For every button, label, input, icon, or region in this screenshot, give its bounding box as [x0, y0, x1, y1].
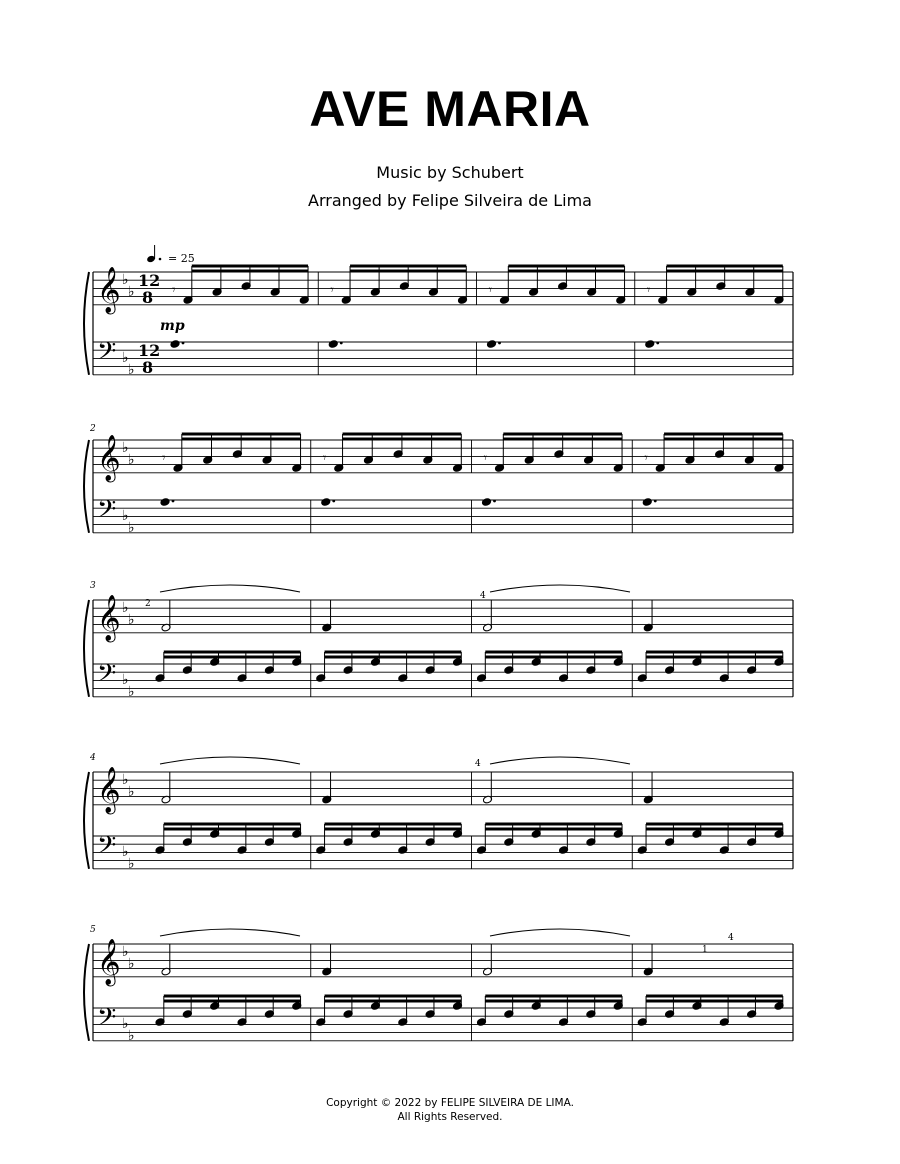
measure-number-4: 4 — [90, 753, 96, 763]
flat-icon: ♭ — [122, 350, 129, 366]
bass-note-head — [321, 498, 331, 507]
rights-line: All Rights Reserved. — [397, 1111, 503, 1123]
tie-arc — [490, 585, 630, 592]
copyright-line: Copyright © 2022 by FELIPE SILVEIRA DE LIMA. — [326, 1097, 574, 1109]
system-brace — [84, 272, 89, 375]
bass-note-head — [170, 340, 180, 349]
piece-title: AVE MARIA — [309, 81, 591, 137]
rest-icon: 𝄾 — [646, 283, 651, 298]
bass-note-head — [645, 340, 655, 349]
measure-number-3: 3 — [90, 581, 96, 591]
rest-icon: 𝄾 — [322, 451, 327, 466]
dot — [332, 500, 335, 503]
flat-icon: ♭ — [128, 784, 135, 800]
treble-clef-icon: 𝄞 — [97, 595, 121, 641]
treble-clef-icon: 𝄞 — [97, 435, 121, 481]
dot — [340, 342, 343, 345]
bass-clef-icon: 𝄢 — [97, 495, 117, 530]
flat-icon: ♭ — [122, 844, 129, 860]
tie-arc — [490, 757, 630, 764]
flat-icon: ♭ — [122, 944, 129, 960]
tie-arc — [490, 929, 630, 936]
measure-number-2: 2 — [90, 424, 96, 434]
flat-icon: ♭ — [128, 520, 135, 536]
fingering-3: 4 — [475, 759, 481, 769]
system-brace — [84, 600, 89, 697]
bass-note-head — [160, 498, 170, 507]
fingering-2: 4 — [480, 591, 486, 601]
bass-clef-icon: 𝄢 — [97, 659, 117, 694]
flat-icon: ♭ — [122, 600, 129, 616]
flat-icon: ♭ — [122, 272, 129, 288]
flat-icon: ♭ — [122, 440, 129, 456]
flat-icon: ♭ — [128, 956, 135, 972]
bass-note-head — [642, 498, 652, 507]
bass-clef-icon: 𝄢 — [97, 1003, 117, 1038]
flat-icon: ♭ — [128, 452, 135, 468]
bass-clef-icon: 𝄢 — [97, 831, 117, 866]
time-signature-bottom: 8 — [142, 288, 154, 307]
rest-icon: 𝄾 — [162, 451, 166, 466]
bass-clef-icon: 𝄢 — [97, 337, 117, 372]
flat-icon: ♭ — [128, 684, 135, 700]
flat-icon: ♭ — [128, 1028, 135, 1044]
time-signature-top: 12 — [138, 341, 161, 360]
dynamic-marking: mp — [160, 318, 185, 334]
dot — [172, 500, 175, 503]
treble-clef-icon: 𝄞 — [97, 267, 121, 313]
bass-note-head — [328, 340, 338, 349]
flat-icon: ♭ — [122, 772, 129, 788]
time-signature-top: 12 — [138, 271, 161, 290]
system-brace — [84, 440, 89, 533]
rest-icon: 𝄾 — [330, 283, 334, 298]
dot — [182, 342, 185, 345]
treble-clef-icon: 𝄞 — [97, 767, 121, 813]
tie-arc — [160, 929, 300, 936]
dot — [654, 500, 657, 503]
flat-icon: ♭ — [122, 672, 129, 688]
rest-icon: 𝄾 — [483, 451, 487, 466]
fingering-1: 2 — [145, 599, 151, 609]
flat-icon: ♭ — [128, 362, 135, 378]
rest-icon: 𝄾 — [644, 451, 648, 466]
flat-icon: ♭ — [122, 1016, 129, 1032]
bass-note-head — [486, 340, 496, 349]
dot — [656, 342, 659, 345]
tie-arc — [160, 757, 300, 764]
composer-credit: Music by Schubert — [376, 163, 524, 182]
fingering-4: 1 — [702, 945, 708, 955]
arranger-credit: Arranged by Felipe Silveira de Lima — [308, 191, 592, 210]
rest-icon: 𝄾 — [488, 283, 492, 298]
bass-note-head — [481, 498, 491, 507]
system-brace — [84, 772, 89, 869]
flat-icon: ♭ — [128, 856, 135, 872]
system-brace — [84, 944, 89, 1041]
rest-icon: 𝄾 — [172, 283, 176, 298]
measure-number-5: 5 — [90, 925, 96, 935]
flat-icon: ♭ — [128, 612, 135, 628]
dot — [493, 500, 496, 503]
dotted-quarter-note-icon — [146, 245, 161, 263]
dot — [498, 342, 501, 345]
fingering-5: 4 — [728, 933, 734, 943]
tie-arc — [160, 585, 300, 592]
flat-icon: ♭ — [128, 284, 135, 300]
tempo-marking: = 25 — [168, 252, 195, 265]
time-signature-bottom: 8 — [142, 358, 154, 377]
treble-clef-icon: 𝄞 — [97, 939, 121, 985]
flat-icon: ♭ — [122, 508, 129, 524]
